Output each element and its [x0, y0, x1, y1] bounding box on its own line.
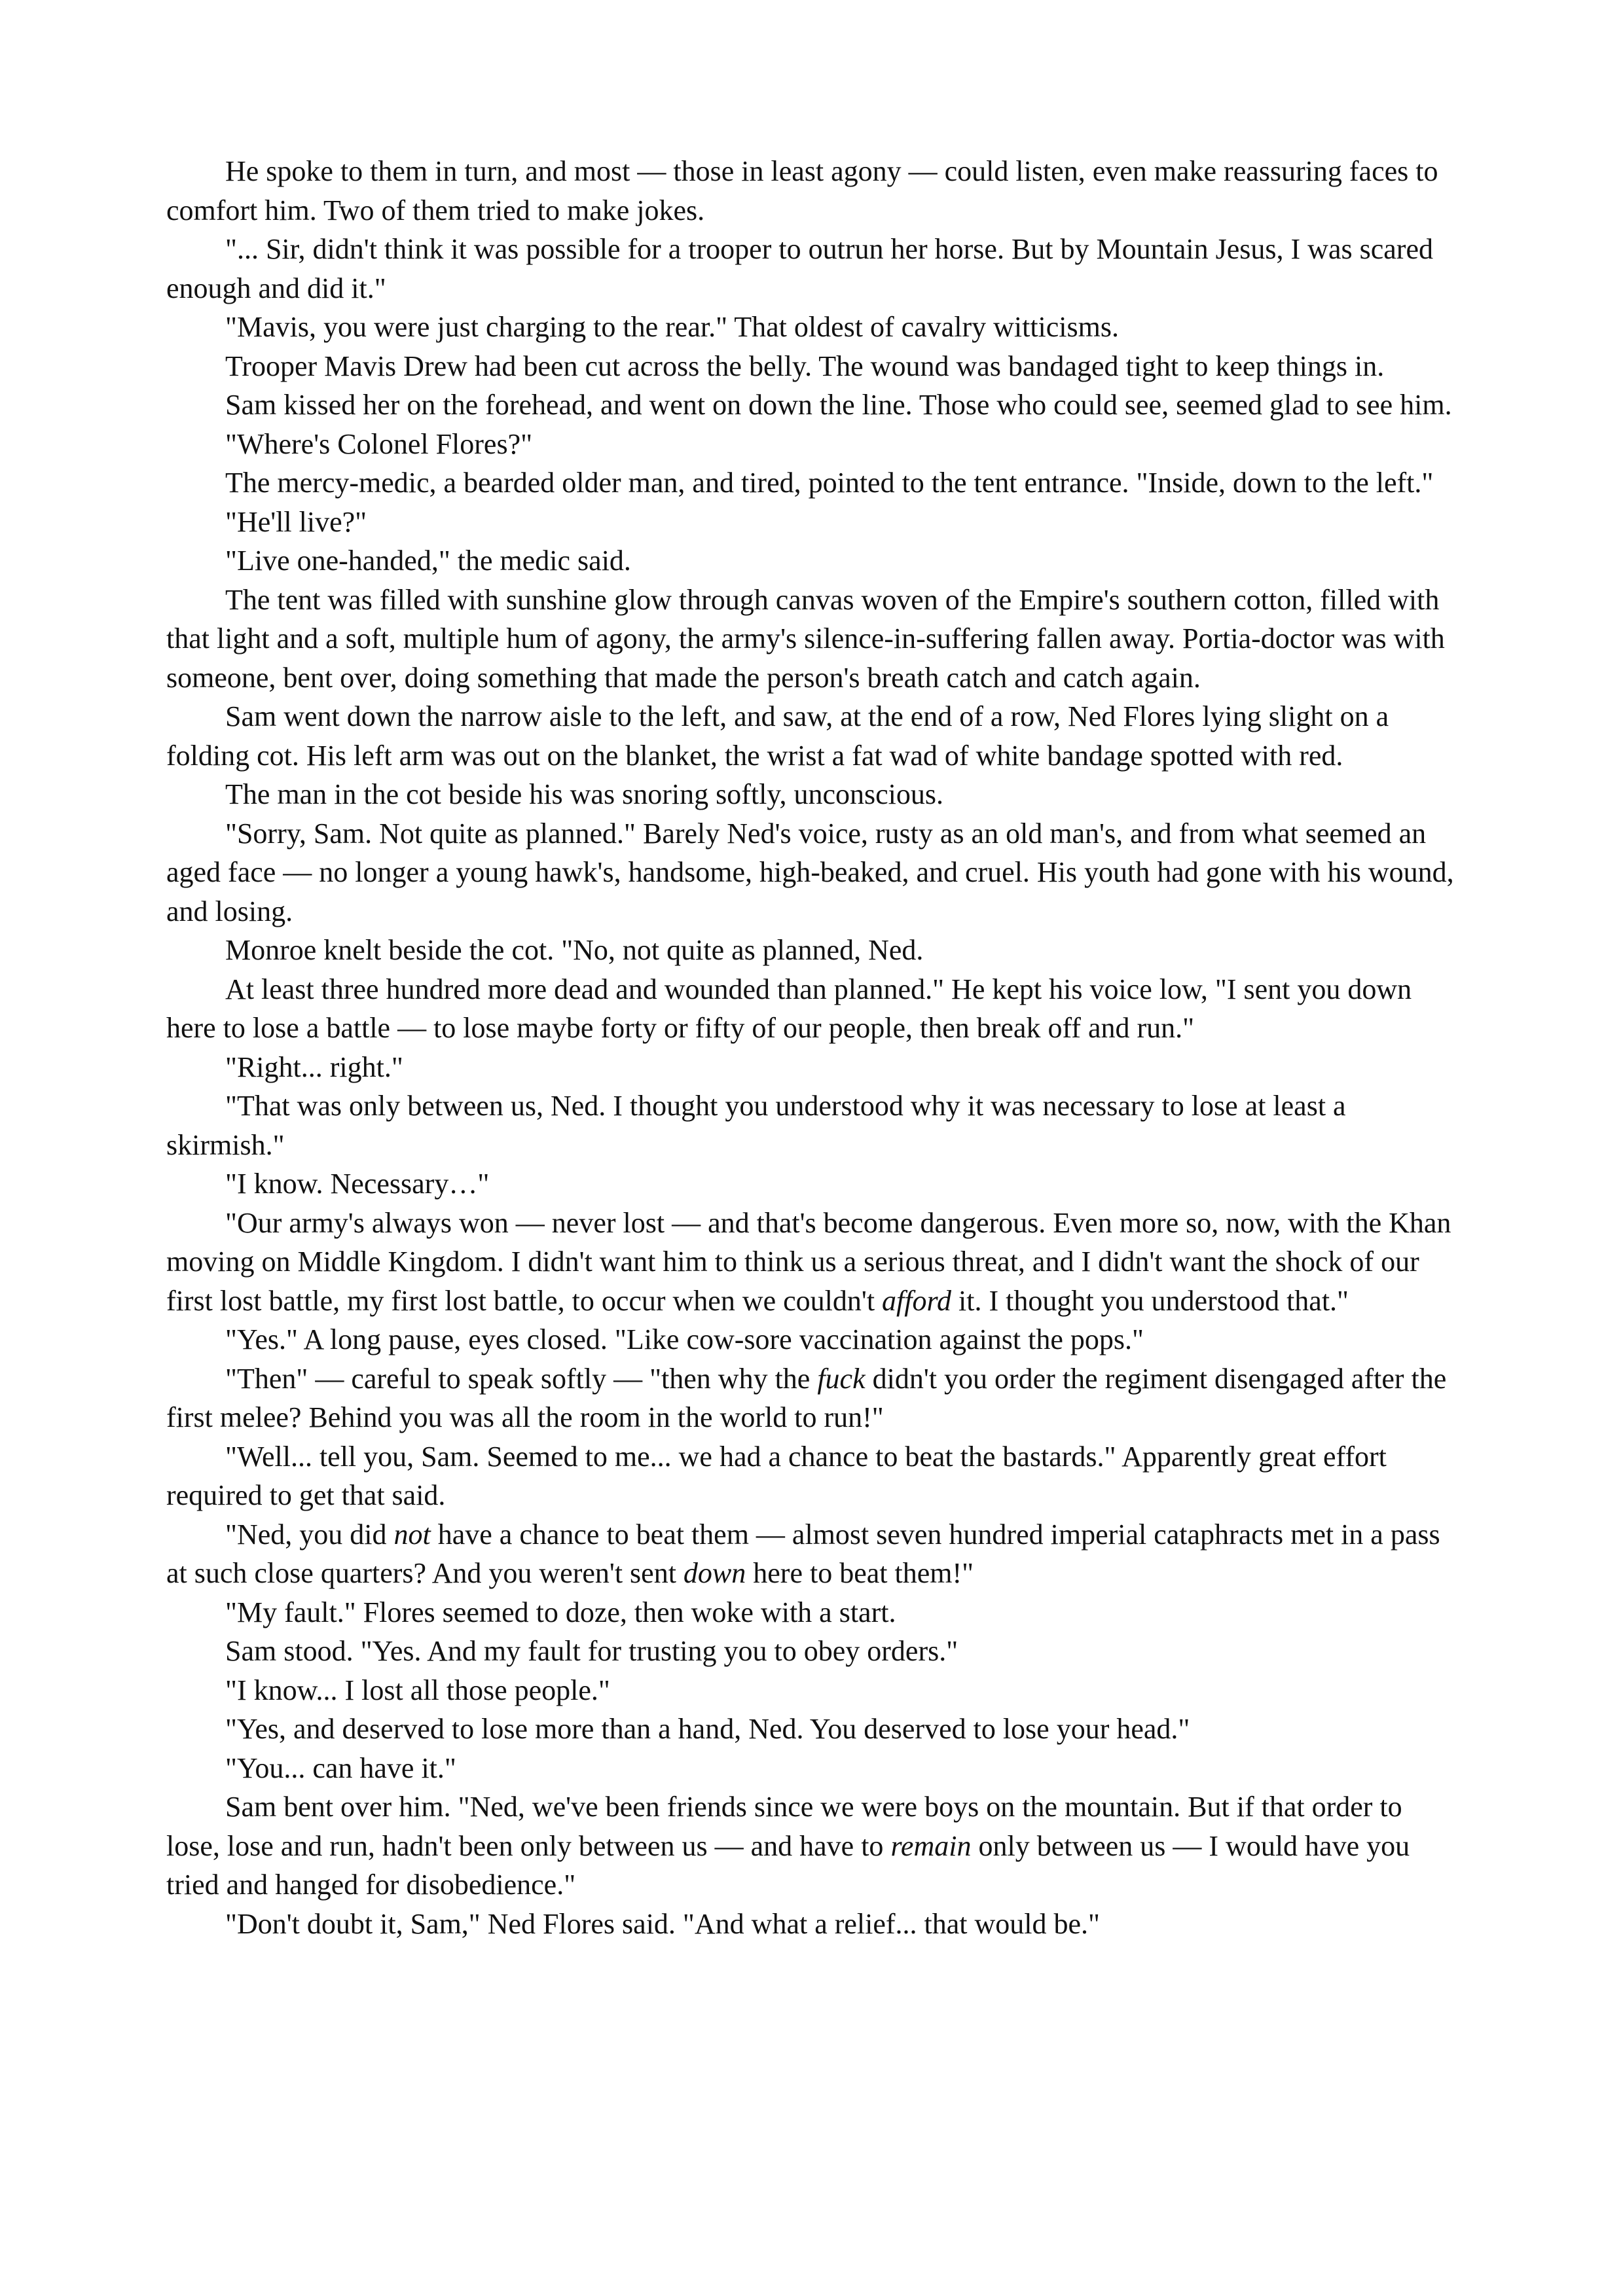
paragraph [166, 970, 1461, 1048]
paragraph-text: "... Sir, didn't think it was possible for a trooper to outrun her horse. But by Mountain Jesus, I was scared enough and did it." [166, 233, 1433, 304]
paragraph-text: "Yes, and deserved to lose more than a hand, Ned. You deserved to lose your head." [225, 1713, 1190, 1745]
paragraph [166, 386, 1461, 425]
paragraph [166, 931, 1461, 970]
paragraph [166, 347, 1461, 386]
document-page [166, 152, 1461, 1943]
paragraph-text: The mercy-medic, a bearded older man, and tired, pointed to the tent entrance. "Inside, down to the left." [225, 467, 1434, 499]
paragraph-text: The tent was filled with sunshine glow through canvas woven of the Empire's southern cotton, filled with that light and a soft, multiple hum of agony, the army's silence-in-suffering fallen away. Portia-doctor was with someone, bent over, doing something that made the person's breath catch and catch again. [166, 583, 1445, 694]
paragraph [166, 541, 1461, 581]
paragraph-text: "Don't doubt it, Sam," Ned Flores said. "And what a relief... that would be." [225, 1907, 1101, 1940]
paragraph-text: Sam went down the narrow aisle to the left, and saw, at the end of a row, Ned Flores lying slight on a folding cot. His left arm was out on the blanket, the wrist a fat wad of white bandage spotted with red. [166, 700, 1389, 772]
paragraph-text: At least three hundred more dead and wounded than planned." He kept his voice low, "I sent you down here to lose a battle — to lose maybe forty or fifty of our people, then break off and run." [166, 973, 1412, 1044]
paragraph [166, 1671, 1461, 1710]
paragraph [166, 503, 1461, 542]
paragraph-text: only between us — I would have you tried and hanged for disobedience." [166, 1829, 1410, 1901]
paragraph-text: "I know. Necessary…" [225, 1168, 490, 1200]
paragraph [166, 1359, 1461, 1437]
paragraph [166, 1204, 1461, 1321]
paragraph [166, 1164, 1461, 1204]
paragraph-text: have a chance to beat them — almost seven hundred imperial cataphracts met in a pass at such close quarters? And you weren't sent [166, 1518, 1440, 1589]
paragraph [166, 1710, 1461, 1749]
paragraph [166, 1515, 1461, 1593]
paragraph [166, 1593, 1461, 1632]
paragraph-text: Sam kissed her on the forehead, and went on down the line. Those who could see, seemed glad to see him. [225, 389, 1452, 421]
paragraph [166, 152, 1461, 230]
paragraph [166, 775, 1461, 814]
paragraph-text: "My fault." Flores seemed to doze, then woke with a start. [225, 1596, 896, 1628]
paragraph-text: The man in the cot beside his was snoring softly, unconscious. [225, 778, 943, 810]
paragraph-text: didn't you order the regiment disengaged after the first melee? Behind you was all the room in the world to run!" [166, 1362, 1447, 1433]
emphasis-text: afford [882, 1284, 951, 1317]
paragraph-text: Sam stood. "Yes. And my fault for trusting you to obey orders." [225, 1635, 958, 1667]
paragraph [166, 230, 1461, 308]
paragraph-text: it. I thought you understood that." [951, 1284, 1349, 1317]
emphasis-text: remain [890, 1829, 972, 1862]
paragraph [166, 1437, 1461, 1515]
paragraph [166, 1320, 1461, 1359]
paragraph [166, 1048, 1461, 1087]
paragraph [166, 463, 1461, 503]
emphasis-text: not [393, 1518, 431, 1551]
paragraph-text: "Yes." A long pause, eyes closed. "Like cow-sore vaccination against the pops." [225, 1323, 1144, 1355]
paragraph-text: "I know... I lost all those people." [225, 1674, 610, 1706]
paragraph-text: "He'll live?" [225, 505, 367, 538]
paragraph [166, 1632, 1461, 1671]
paragraph-text: "You... can have it." [225, 1751, 456, 1784]
paragraph-text: "Live one-handed," the medic said. [225, 545, 631, 577]
paragraph-text: "Right... right." [225, 1050, 403, 1083]
paragraph [166, 581, 1461, 698]
paragraph-text: "Where's Colonel Flores?" [225, 427, 533, 460]
paragraph [166, 425, 1461, 464]
paragraph-text: Trooper Mavis Drew had been cut across the belly. The wound was bandaged tight to keep things in. [225, 350, 1385, 382]
paragraph [166, 1749, 1461, 1788]
paragraph-text: Monroe knelt beside the cot. "No, not quite as planned, Ned. [225, 934, 924, 966]
paragraph-text: "Our army's always won — never lost — and that's become dangerous. Even more so, now, with the Khan moving on Middle Kingdom. I didn't want him to think us a serious threat, and I didn't want the shock of our first lost battle, my first lost battle, to occur when we couldn't [166, 1206, 1451, 1317]
paragraph-text: Sam bent over him. "Ned, we've been friends since we were boys on the mountain. But if that order to lose, lose and run, hadn't been only between us — and have to [166, 1791, 1402, 1862]
paragraph-text: "Well... tell you, Sam. Seemed to me... we had a chance to beat the bastards." Apparently great effort required to get that said. [166, 1440, 1387, 1511]
emphasis-text: fuck [817, 1362, 866, 1395]
paragraph [166, 1787, 1461, 1905]
paragraph [166, 697, 1461, 775]
paragraph [166, 814, 1461, 931]
paragraph-text: "Then" — careful to speak softly — "then why the [225, 1362, 818, 1395]
paragraph-text: "Mavis, you were just charging to the rear." That oldest of cavalry witticisms. [225, 311, 1119, 343]
paragraph [166, 308, 1461, 347]
paragraph [166, 1086, 1461, 1164]
paragraph [166, 1905, 1461, 1944]
paragraph-text: "That was only between us, Ned. I thought you understood why it was necessary to lose at least a skirmish." [166, 1090, 1346, 1161]
paragraph-text: He spoke to them in turn, and most — those in least agony — could listen, even make reassuring faces to comfort him. Two of them tried to make jokes. [166, 155, 1438, 226]
paragraph-text: "Ned, you did [225, 1518, 394, 1551]
paragraph-text: here to beat them!" [746, 1557, 974, 1589]
emphasis-text: down [683, 1557, 746, 1589]
paragraph-text: "Sorry, Sam. Not quite as planned." Barely Ned's voice, rusty as an old man's, and from what seemed an aged face — no longer a young hawk's, handsome, high-beaked, and cruel. His youth had gone with his wound, and losing. [166, 817, 1454, 927]
